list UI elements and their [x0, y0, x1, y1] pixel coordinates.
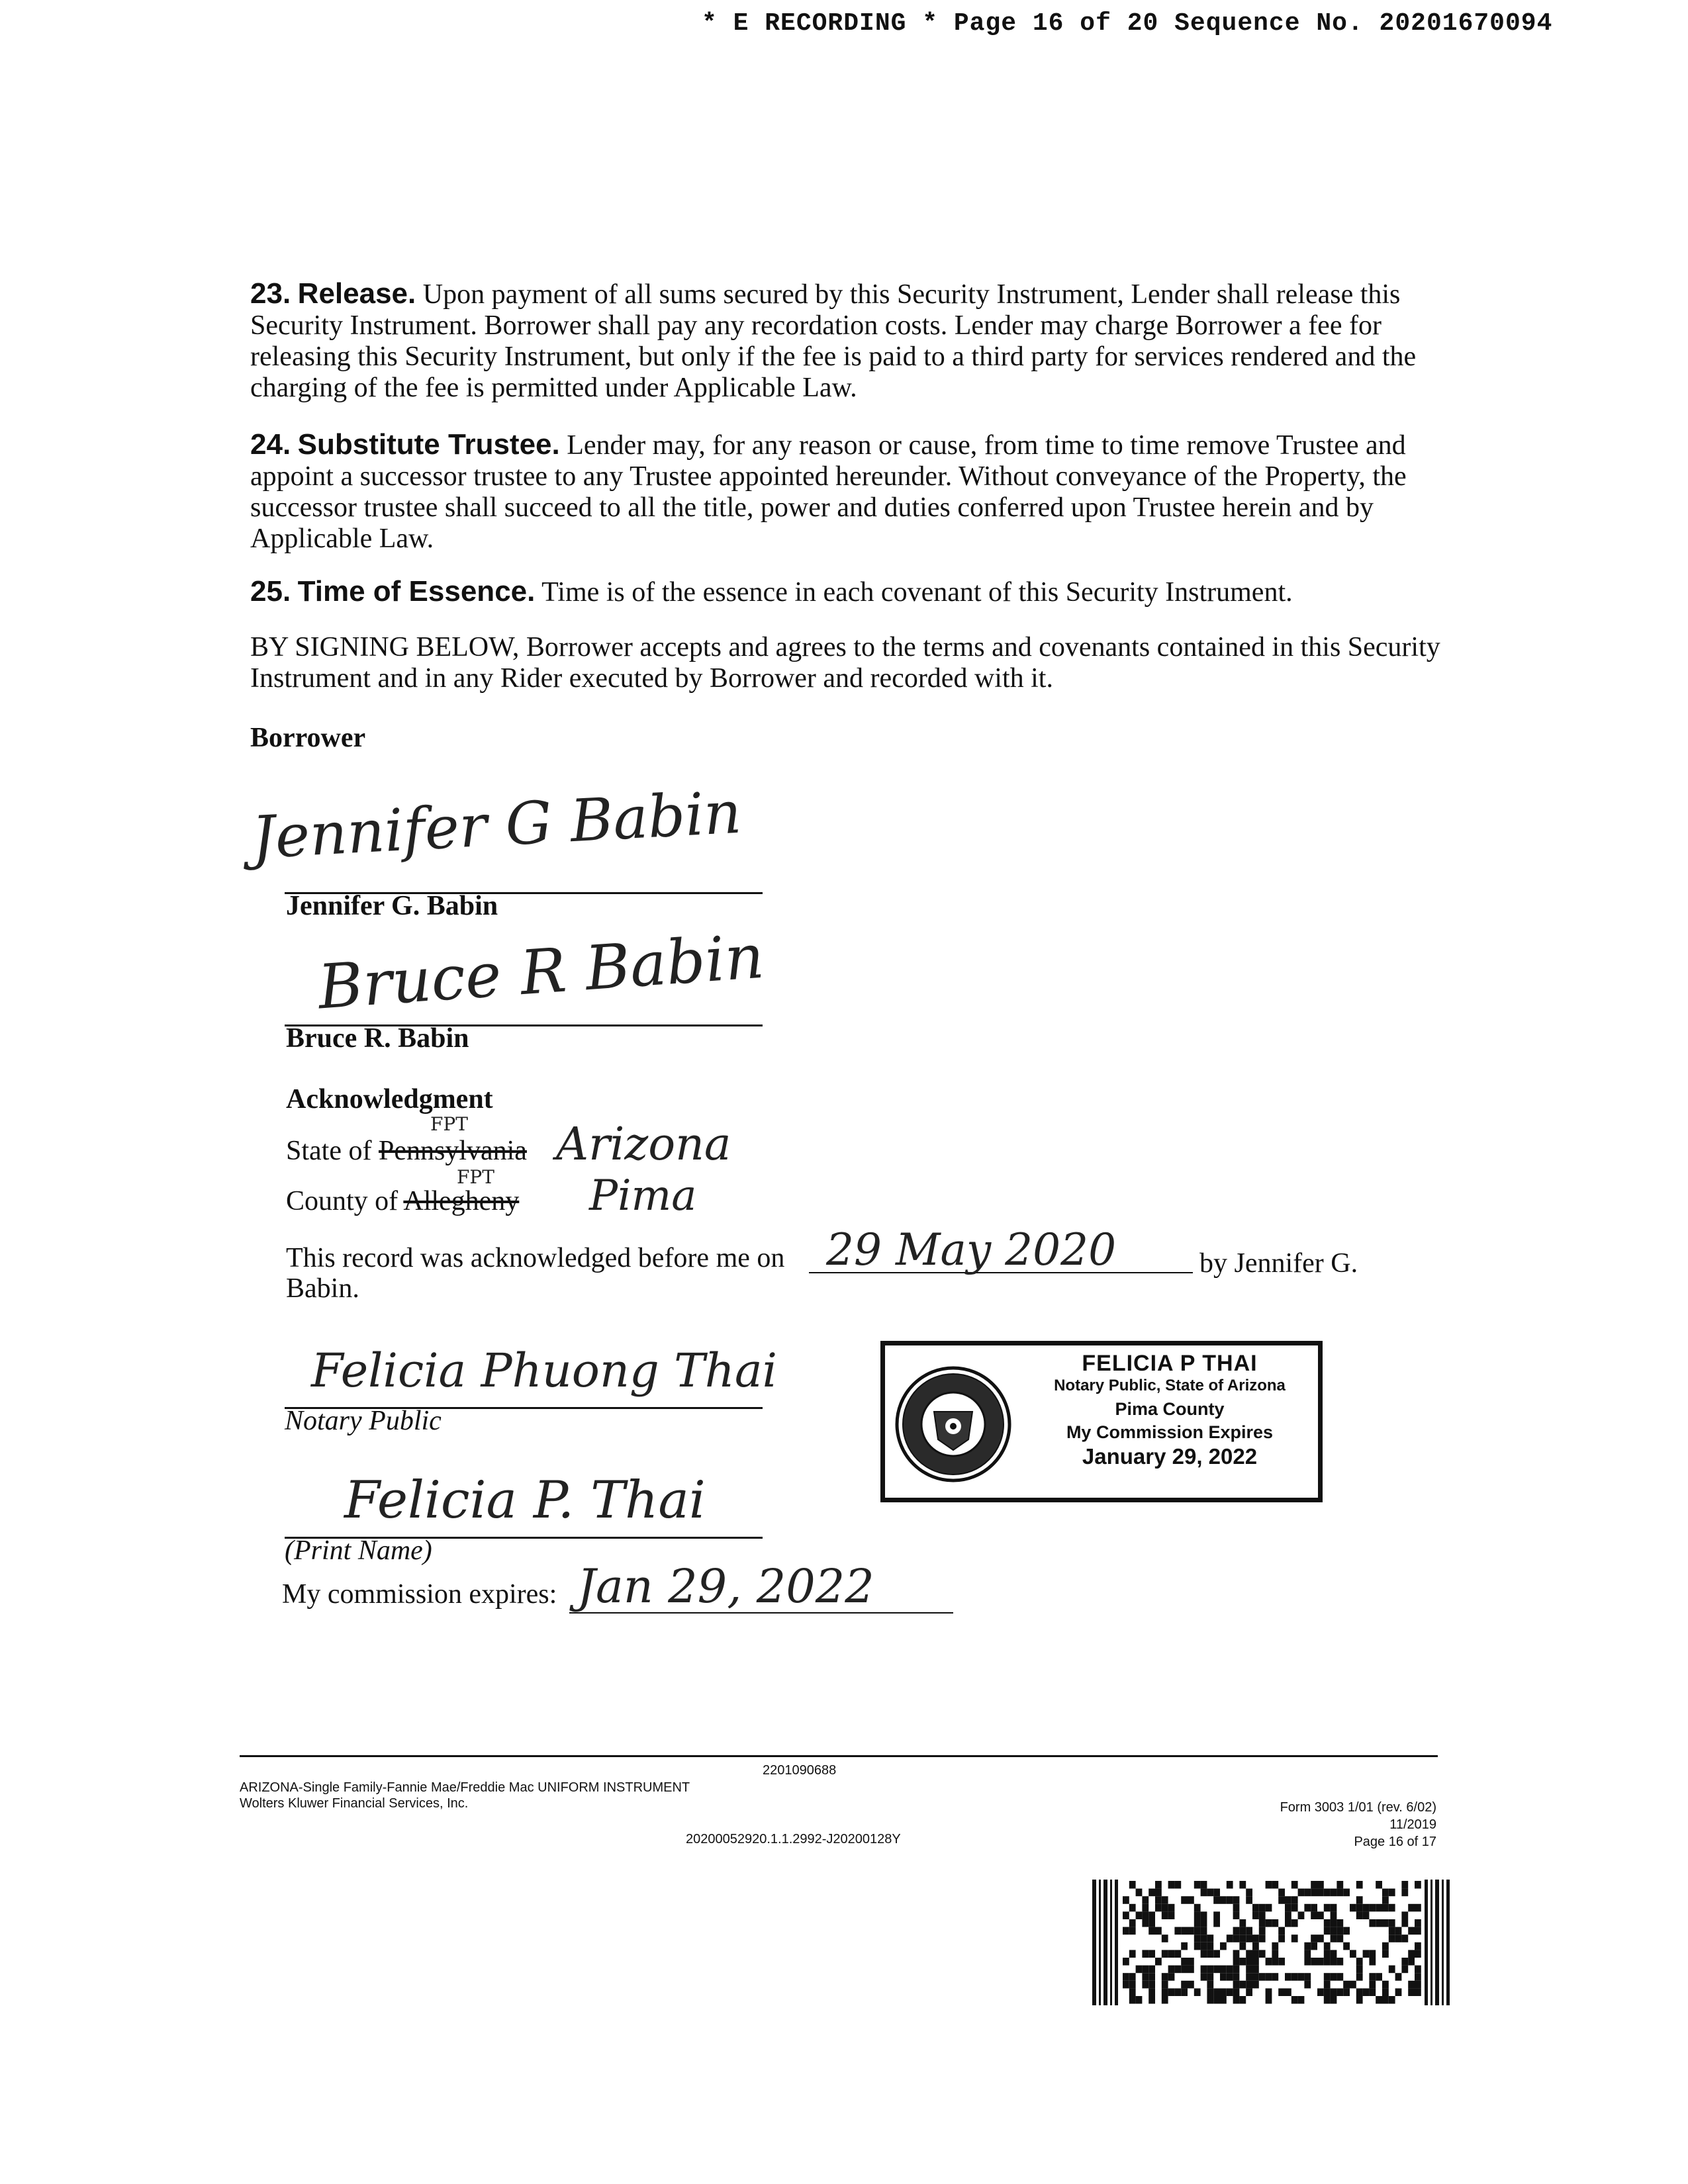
footer-publisher: Wolters Kluwer Financial Services, Inc.	[240, 1796, 469, 1811]
recording-header: * E RECORDING * Page 16 of 20 Sequence No. 20201670094	[702, 9, 1553, 38]
section-text: Lender may, for any reason or cause, from time to time remove Trustee and appoint a successor trustee to any Trustee appointed hereunder. Without conveyance of the Property, the successor trustee shall succeed to all the title, power and duties conferred upon Trustee herein and by Applicable Law.	[250, 430, 1407, 554]
signing-statement: BY SIGNING BELOW, Borrower accepts and agrees to the terms and covenants contained in this Security Instrument and in any Rider executed by Borrower and recorded with it.	[250, 632, 1440, 694]
section-time-of-essence	[250, 576, 1462, 608]
initials-state: FPT	[430, 1113, 468, 1135]
footer-page: Page 16 of 17	[1354, 1835, 1436, 1849]
county-label: County of	[286, 1186, 399, 1216]
borrower-name: Bruce R. Babin	[286, 1023, 469, 1054]
footer-doc-code: 20200052920.1.1.2992-J20200128Y	[686, 1832, 901, 1846]
county-handwritten: Pima	[589, 1171, 697, 1220]
footer-revision-date: 11/2019	[1389, 1817, 1436, 1832]
section-heading: Release.	[297, 277, 416, 310]
county-printed: Allegheny	[403, 1186, 520, 1216]
record-text: This record was acknowledged before me on	[286, 1243, 785, 1273]
acknowledgment-heading: Acknowledgment	[286, 1084, 493, 1115]
commission-label: My commission expires:	[282, 1579, 557, 1610]
notary-public-label: Notary Public	[285, 1406, 442, 1436]
print-name-label: (Print Name)	[285, 1535, 432, 1566]
stamp-name: FELICIA P THAI	[1082, 1351, 1258, 1376]
record-text-after: by Jennifer G.	[1199, 1248, 1358, 1279]
barcode-icon	[1092, 1880, 1450, 2005]
footer-form-number: Form 3003 1/01 (rev. 6/02)	[1280, 1800, 1436, 1815]
record-date-handwritten: 29 May 2020	[826, 1224, 1117, 1275]
state-line	[286, 1136, 527, 1167]
borrower-name: Jennifer G. Babin	[286, 891, 498, 921]
stamp-expires-label: My Commission Expires	[1066, 1422, 1274, 1442]
section-heading: Time of Essence.	[297, 575, 536, 608]
footer-form-info	[1185, 1799, 1436, 1850]
notary-signature: Felicia Phuong Thai	[311, 1343, 777, 1398]
borrower-signature-jennifer: Jennifer G Babin	[250, 778, 743, 872]
section-number: 24.	[250, 428, 291, 461]
notary-stamp	[880, 1341, 1323, 1502]
section-substitute-trustee	[250, 429, 1462, 555]
record-text-wrap: Babin.	[286, 1273, 359, 1304]
stamp-expires-date: January 29, 2022	[1082, 1444, 1258, 1469]
notary-seal-icon	[894, 1365, 1012, 1483]
stamp-county: Pima County	[1115, 1399, 1225, 1419]
print-name-handwritten: Felicia P. Thai	[344, 1471, 706, 1530]
initials-county: FPT	[457, 1166, 494, 1188]
borrower-signature-bruce: Bruce R Babin	[316, 921, 767, 1023]
commission-date-handwritten: Jan 29, 2022	[577, 1559, 874, 1614]
section-number: 23.	[250, 277, 291, 310]
section-heading: Substitute Trustee.	[297, 428, 560, 461]
section-release	[250, 278, 1462, 404]
footer-form-title: ARIZONA-Single Family-Fannie Mae/Freddie Mac UNIFORM INSTRUMENT	[240, 1780, 690, 1795]
footer-loan-number: 2201090688	[763, 1763, 837, 1778]
state-printed: Pennsylvania	[378, 1136, 527, 1166]
county-line	[286, 1186, 519, 1217]
section-text: Upon payment of all sums secured by this Security Instrument, Lender shall release this Security Instrument. Borrower shall pay any recordation costs. Lender may charge Borrower a fee for releasing this Security Instrument, but only if the fee is paid to a third party for services rendered and the charging of the fee is permitted under Applicable Law.	[250, 279, 1417, 403]
borrower-heading: Borrower	[250, 723, 366, 753]
state-handwritten: Arizona	[556, 1118, 731, 1171]
section-text: Time is of the essence in each covenant of this Security Instrument.	[541, 577, 1293, 608]
stamp-text-block	[1017, 1351, 1322, 1469]
state-label: State of	[286, 1136, 372, 1166]
stamp-title: Notary Public, State of Arizona	[1054, 1377, 1286, 1394]
footer-rule	[240, 1755, 1438, 1757]
section-number: 25.	[250, 575, 291, 608]
